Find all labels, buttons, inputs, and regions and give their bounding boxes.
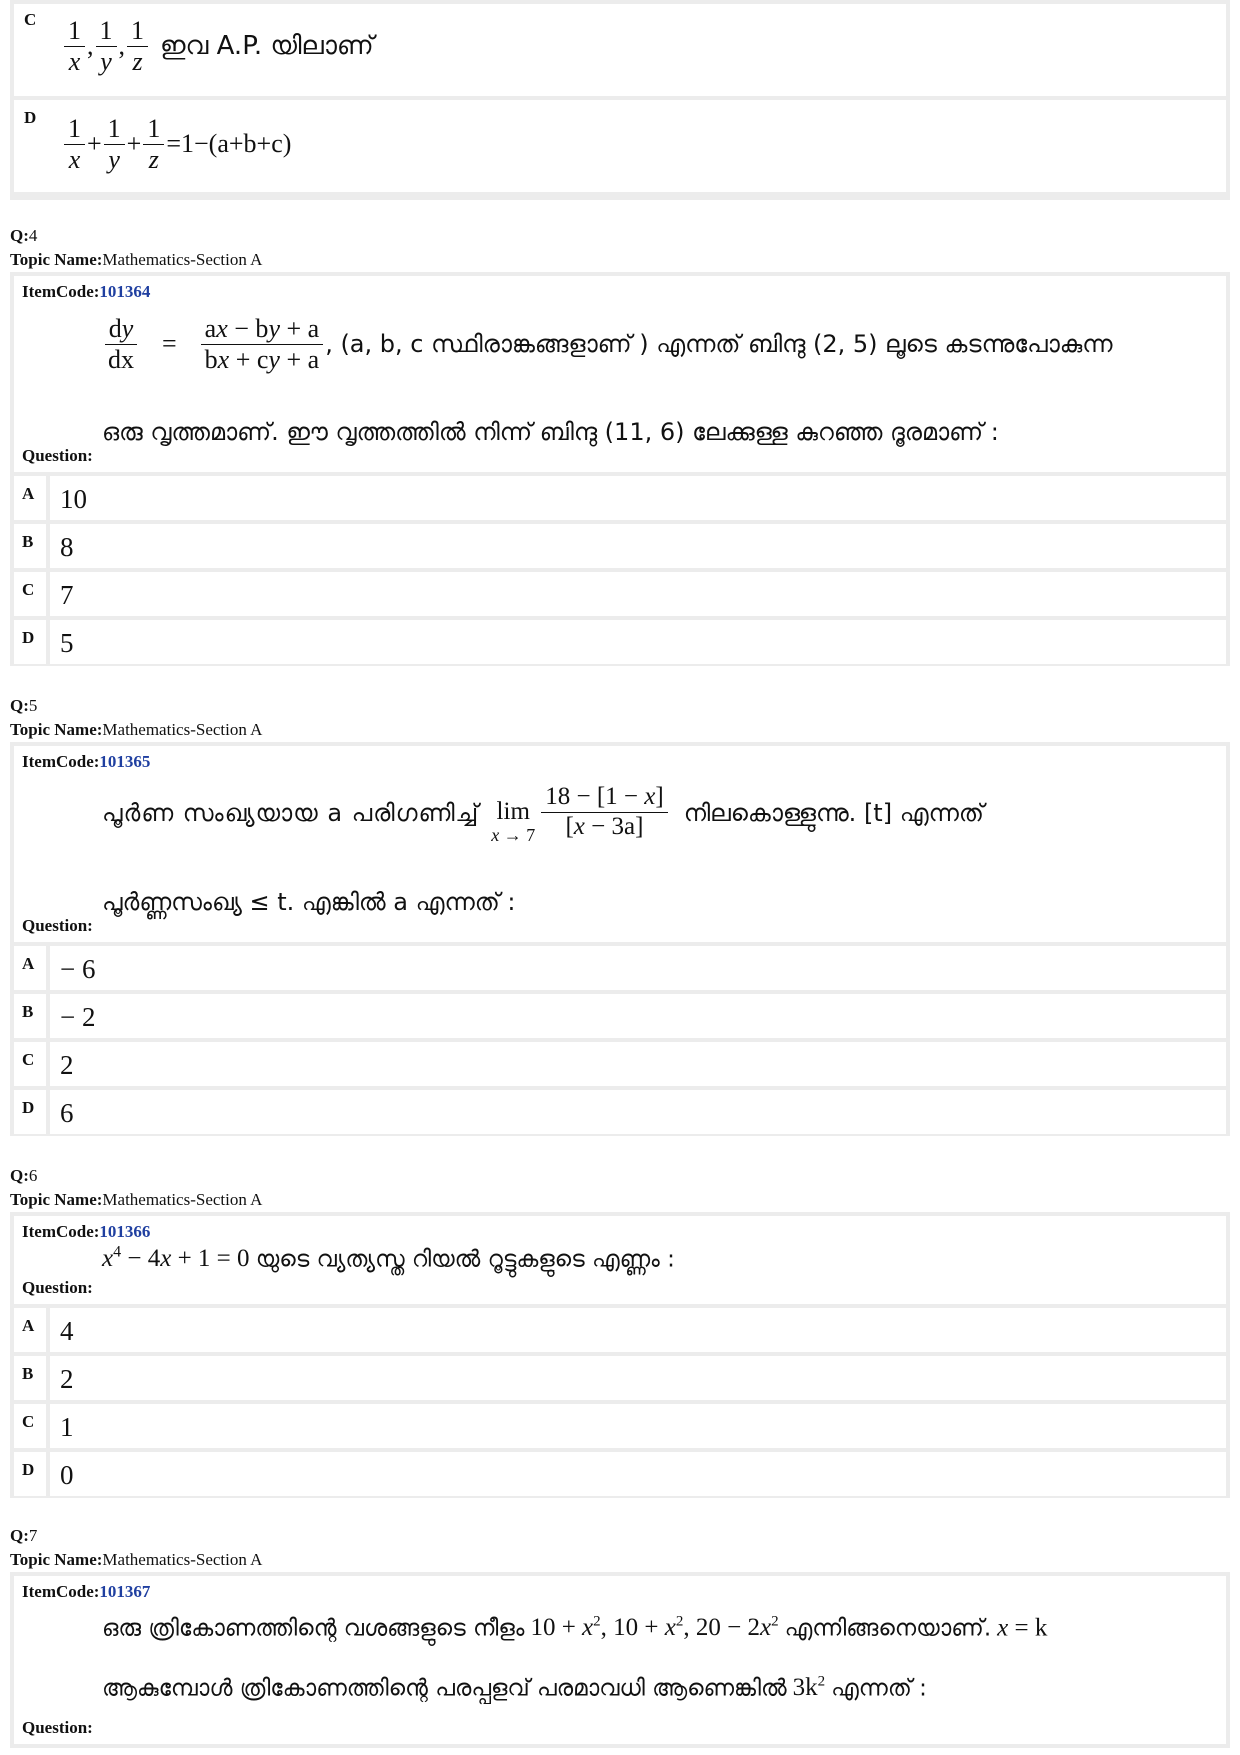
question-line-2: പൂർണ്ണസംഖ്യ ≤ t. എങ്കിൽ a എന്നത് : — [102, 888, 516, 916]
option-c-prev[interactable]: C $\frac{1}{x}$ , $\frac{1}{y}$ , $\frac{1}{z}$ ഇവ A.P. യിലാണ് — [14, 4, 1226, 96]
question-line-2 — [102, 1674, 927, 1702]
option-d[interactable] — [14, 1090, 1226, 1134]
option-text: 2 — [50, 1356, 1226, 1400]
question-text: നിലകൊള്ളുന്നു. [t] എന്നത് — [683, 798, 984, 827]
option-letter: D — [14, 620, 46, 664]
option-b[interactable] — [14, 994, 1226, 1038]
fraction-1-z: $\frac{1}{z}$ — [127, 16, 148, 77]
question-line-1: $\frac{dy}{dx}$ = $\frac{ax - by + a}{bx + cy + a}$ , (a, b, c സ്ഥിരാങ്കങ്ങളാണ് ) എന്നത് ബിന്ദു (2, 5) ലൂടെ കടന്നുപോകുന്ന — [102, 314, 1113, 375]
fraction-dy-dx: $\frac{dy}{dx}$ — [104, 314, 138, 375]
question-number: Q:6 — [10, 1166, 38, 1185]
option-text: 5 — [50, 620, 1226, 664]
question-label: Question: — [22, 916, 93, 935]
question-5-block — [10, 742, 1230, 1136]
question-7-stem — [14, 1576, 1226, 1744]
option-text: =1−(a+b+c) — [166, 129, 292, 159]
fraction-1-y: $\frac{1}{y}$ — [104, 114, 125, 175]
option-a[interactable] — [14, 946, 1226, 990]
side-lengths: $10 + x^2$, $10 + x^2$, $20 - 2x^2$ — [530, 1614, 779, 1642]
question-label: Question: — [22, 1278, 93, 1297]
option-c[interactable] — [14, 1404, 1226, 1448]
equation: $x^4 - 4x + 1 = 0$ — [102, 1244, 250, 1273]
question-4-stem — [14, 276, 1226, 472]
question-line-1 — [102, 780, 984, 845]
question-text: എന്നിങ്ങനെയാണ്. — [784, 1615, 992, 1642]
question-line-1 — [102, 1244, 675, 1273]
fraction-rhs: $\frac{ax - by + a}{bx + cy + a}$ — [201, 314, 324, 375]
option-text: − 6 — [50, 946, 1226, 990]
option-text: − 2 — [50, 994, 1226, 1038]
item-code: ItemCode:101365 — [22, 752, 151, 771]
option-letter: C — [14, 572, 46, 616]
item-code: ItemCode:101366 — [22, 1222, 151, 1241]
question-number: Q:5 — [10, 696, 38, 715]
question-text: ഒരു ത്രികോണത്തിന്റെ വശങ്ങളുടെ നീളം — [102, 1615, 525, 1642]
question-text: പൂർണ സംഖ്യയായ a പരിഗണിച്ച് — [102, 798, 480, 827]
option-d-prev[interactable]: D $\frac{1}{x}$ + $\frac{1}{y}$ + $\frac{1}{z}$ =1−(a+b+c) — [14, 100, 1226, 192]
fraction-1-x: $\frac{1}{x}$ — [64, 16, 85, 77]
topic-name: Topic Name:Mathematics-Section A — [10, 1190, 263, 1209]
option-text: 2 — [50, 1042, 1226, 1086]
fraction-1-z: $\frac{1}{z}$ — [143, 114, 164, 175]
option-letter: C — [14, 1404, 46, 1448]
option-letter: C — [24, 10, 37, 29]
question-7-block — [10, 1572, 1230, 1748]
x-equals-k: x = k — [997, 1614, 1048, 1642]
question-label: Question: — [22, 446, 93, 465]
option-letter: A — [14, 1308, 46, 1352]
option-text: 4 — [50, 1308, 1226, 1352]
option-b[interactable] — [14, 524, 1226, 568]
question-text: എന്നത് : — [831, 1675, 927, 1702]
option-letter: B — [14, 1356, 46, 1400]
option-text: 10 — [50, 476, 1226, 520]
question-5-stem — [14, 746, 1226, 942]
option-letter: A — [14, 476, 46, 520]
topic-name: Topic Name:Mathematics-Section A — [10, 720, 263, 739]
option-text: 7 — [50, 572, 1226, 616]
option-letter: B — [14, 994, 46, 1038]
question-6-block — [10, 1212, 1230, 1498]
question-text: ആകുമ്പോൾ ത്രികോണത്തിന്റെ പരപ്പളവ് പരമാവധി ആണെങ്കിൽ — [102, 1675, 787, 1702]
option-c[interactable] — [14, 1042, 1226, 1086]
question-number: Q:7 — [10, 1526, 38, 1545]
option-text: 6 — [50, 1090, 1226, 1134]
question-line-2: ഒരു വൃത്തമാണ്. ഈ വൃത്തത്തിൽ നിന്ന് ബിന്ദു (11, 6) ലേക്കുള്ള കുറഞ്ഞ ദൂരമാണ് : — [102, 418, 999, 446]
option-letter: D — [14, 1452, 46, 1496]
question-text: യുടെ വ്യത്യസ്ത റിയൽ റൂട്ടുകളുടെ എണ്ണം : — [255, 1246, 675, 1273]
topic-name: Topic Name:Mathematics-Section A — [10, 250, 263, 269]
option-b[interactable] — [14, 1356, 1226, 1400]
option-text: 0 — [50, 1452, 1226, 1496]
option-a[interactable] — [14, 476, 1226, 520]
limit-symbol: lim x → 7 — [491, 798, 536, 845]
option-a[interactable] — [14, 1308, 1226, 1352]
question-6-stem — [14, 1216, 1226, 1304]
topic-name: Topic Name:Mathematics-Section A — [10, 1550, 263, 1569]
option-c[interactable] — [14, 572, 1226, 616]
option-text: 1 — [50, 1404, 1226, 1448]
option-d[interactable] — [14, 1452, 1226, 1496]
three-k-squared: $3k^2$ — [792, 1674, 826, 1702]
question-4-block — [10, 272, 1230, 666]
option-letter: A — [14, 946, 46, 990]
item-code: ItemCode:101367 — [22, 1582, 151, 1601]
question-text: , (a, b, c സ്ഥിരാങ്കങ്ങളാണ് ) എന്നത് ബിന്ദു (2, 5) ലൂടെ കടന്നുപോകുന്ന — [325, 330, 1113, 359]
option-text: 8 — [50, 524, 1226, 568]
option-d[interactable] — [14, 620, 1226, 664]
question-line-1 — [102, 1614, 1047, 1642]
option-text: ഇവ A.P. യിലാണ് — [160, 30, 374, 61]
question-label: Question: — [22, 1718, 93, 1737]
option-letter: D — [24, 108, 37, 127]
fraction-1-x: $\frac{1}{x}$ — [64, 114, 85, 175]
option-letter: B — [14, 524, 46, 568]
option-letter: C — [14, 1042, 46, 1086]
prev-question-options — [10, 0, 1230, 200]
option-letter: D — [14, 1090, 46, 1134]
item-code: ItemCode:101364 — [22, 282, 151, 301]
fraction-1-y: $\frac{1}{y}$ — [96, 16, 117, 77]
fraction-limit: $\frac{18 - [1 - x]}{[x - 3a]}$ — [541, 783, 667, 842]
question-number: Q:4 — [10, 226, 38, 245]
